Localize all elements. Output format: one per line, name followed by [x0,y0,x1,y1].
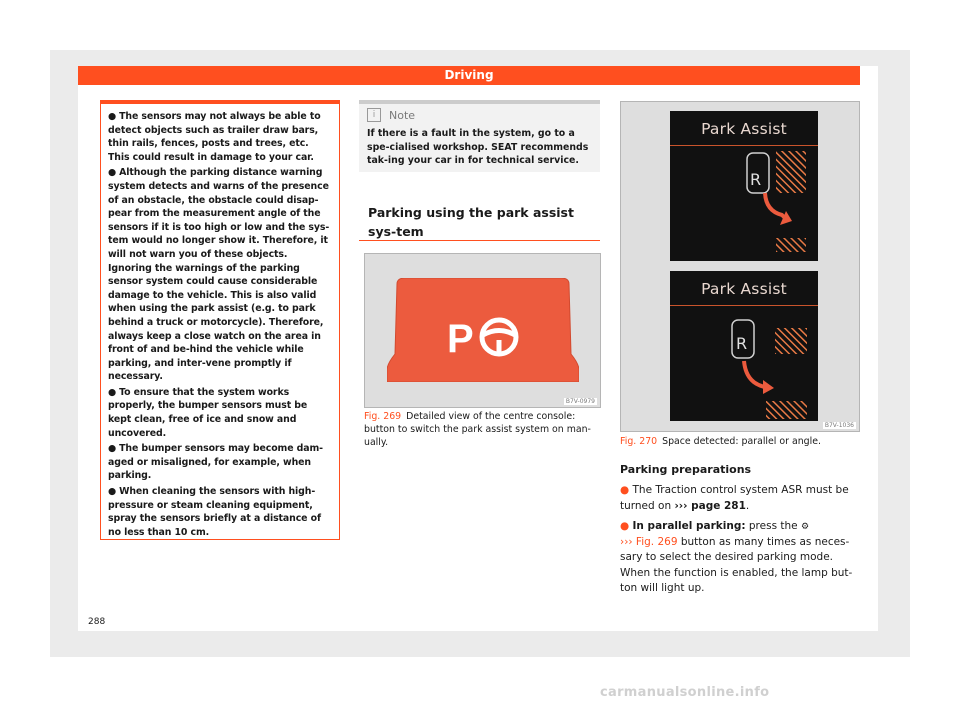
figure-code: B7V-0979 [565,398,595,405]
figure-270-caption: Fig. 270 Space detected: parallel or angle. [620,436,821,447]
list-item: ● The Traction control system ASR must be turned on ››› page 281. [620,484,849,512]
page-link[interactable]: ››› page 281 [674,499,746,512]
note-label: Note [389,108,416,122]
page-number: 288 [88,617,106,627]
warning-box [100,100,340,540]
warning-item: ● When cleaning the sensors with high-pressure or steam cleaning equipment, spray the sensors briefly at a distance of no less than 10 cm. [108,486,321,538]
bullet-icon: ● [620,519,630,532]
parked-car-block [766,401,807,419]
parked-car-block [776,238,806,252]
car-letter: R [736,334,748,353]
parked-car-block [776,151,806,193]
bullet-icon: ● [108,443,117,455]
info-icon: i [367,108,381,122]
warning-list [108,110,333,539]
figure-269 [364,253,601,408]
park-assist-button-illustration [387,278,579,382]
warning-item: ● The sensors may not always be able to detect objects such as trailer draw bars, thin rails, fences, posts and trees, etc. This could result in damage to your car. [108,111,321,163]
bullet-icon: ● [108,386,117,398]
figure-270 [620,101,860,432]
park-assist-screen-parallel [670,111,818,261]
figure-code: B7V-1036 [824,422,854,429]
bullet-icon: ● [620,484,630,497]
note-header [367,108,592,122]
arrow-icon [744,361,765,387]
screen-title: Park Assist [701,280,787,298]
parking-illustration-parallel [670,111,818,261]
bullet-icon: ● [108,486,117,498]
bullet-icon: ● [108,111,117,122]
figure-label: Fig. 270 [620,436,658,447]
parking-preparations [620,462,860,601]
bullet-icon: ● [108,167,117,179]
note-text: If there is a fault in the system, go to a spe-cialised workshop. SEAT recommends tak-ing your car in for technical service. [367,128,589,167]
figure-label: Fig. 269 [364,411,402,422]
note-box [359,100,600,172]
warning-item: ● Although the parking distance warning system detects and warns of the presence of an obstacle, the obstacle could disap-pear from the measurement angle of the sensors if it is too high or low and the sys-tem would no longer show it. Therefore, it will not warn you of these objects. Ignoring the warnings of the parking sensor system could cause considerable damage to the vehicle. This is also valid when using the park assist (e.g. to park behind a truck or motorcycle). Therefore, always keep a close watch on the area in front of and be-hind the vehicle while parking, and inter-vene promptly if necessary. [108,167,330,383]
park-assist-screen-angle [670,271,818,421]
figure-link[interactable]: ››› Fig. 269 [620,536,678,549]
warning-item: ● The bumper sensors may become dam-aged or misaligned, for example, when parking. [108,443,323,482]
section-heading: Parking preparations [620,463,752,476]
list-item: ● In parallel parking: press the ⚙ ››› Fig. 269 button as many times as neces-sary to select the desired parking mode. When the function is enabled, the lamp but-ton will light up. [620,519,853,595]
watermark: carmanualsonline.info [600,685,770,700]
warning-item: ● To ensure that the system works properly, the bumper sensors must be kept clean, free of ice and snow and uncovered. [108,386,308,439]
parked-car-block [775,328,807,354]
arrow-icon [765,193,786,219]
car-letter: R [750,170,762,189]
section-divider [359,240,600,241]
page-header: Driving [78,66,860,85]
screen-title: Park Assist [701,120,787,138]
section-title: Parking using the park assist sys-tem [368,205,574,239]
park-assist-icon: ⚙ [800,521,810,532]
svg-text:P: P [447,317,474,361]
figure-269-caption: Fig. 269 Detailed view of the centre console: button to switch the park assist system on man-ually. [364,411,591,448]
